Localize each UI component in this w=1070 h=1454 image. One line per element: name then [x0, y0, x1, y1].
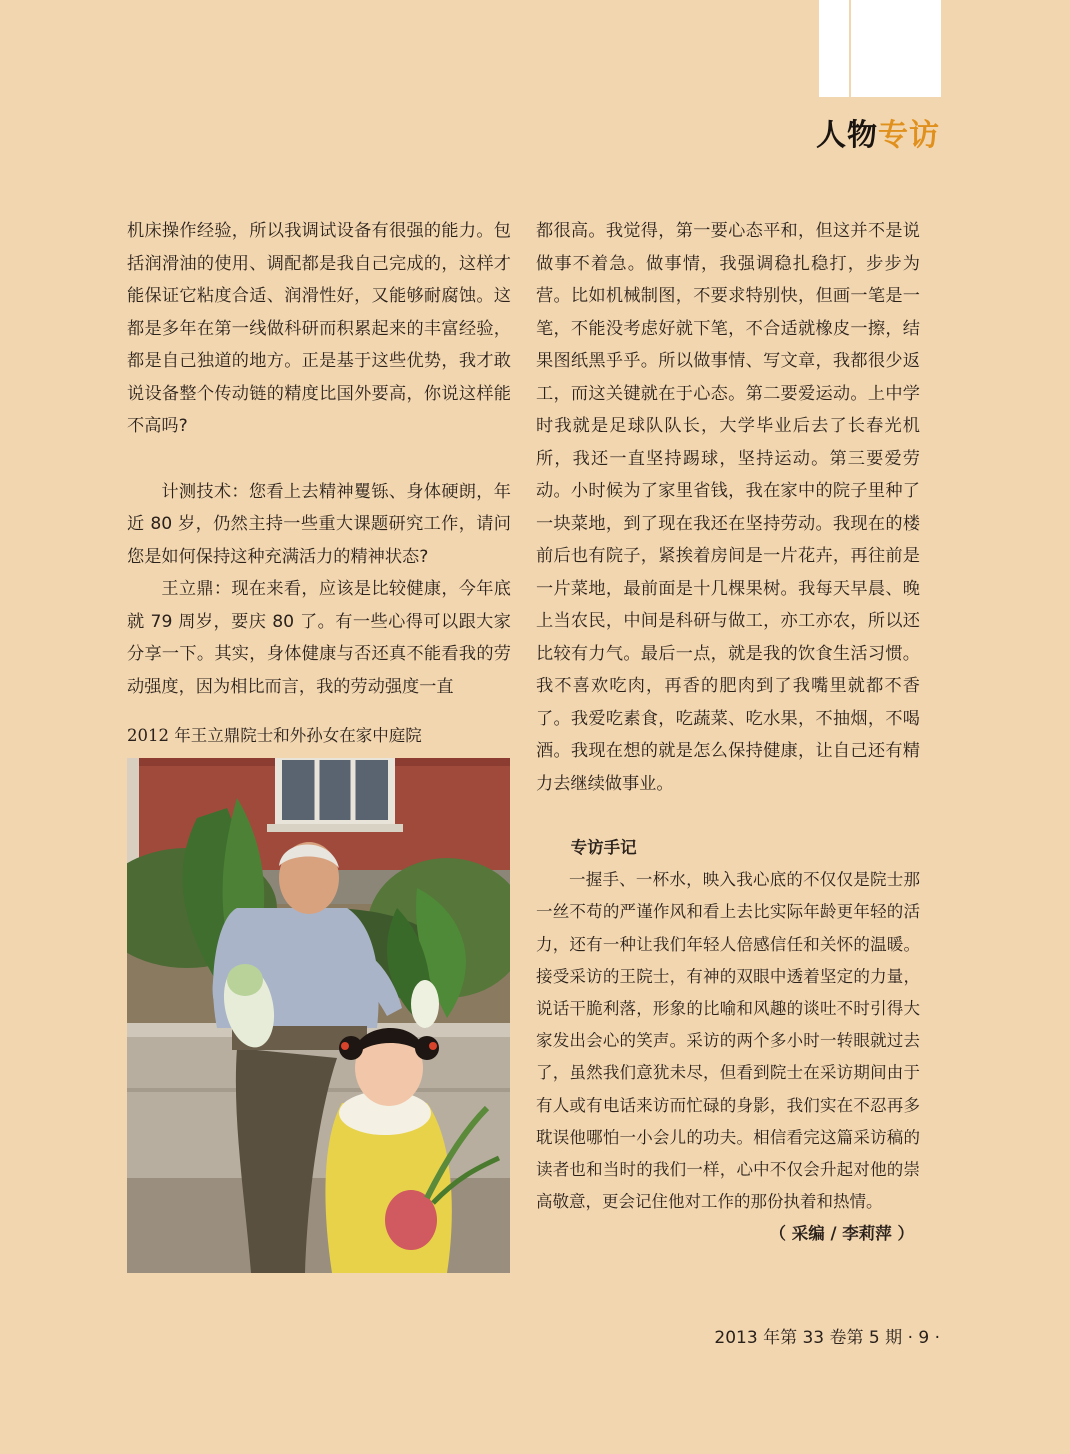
- interview-notes: [536, 832, 920, 1251]
- interview-question: 计测技术：您看上去精神矍铄、身体硬朗，年近 80 岁，仍然主持一些重大课题研究工作，请问您是如何保持这种充满活力的精神状态?: [127, 481, 511, 567]
- section-title-part1: 人物: [816, 118, 878, 153]
- section-title-part2: 专访: [878, 118, 940, 153]
- section-title: [816, 110, 940, 154]
- left-column: [127, 215, 511, 703]
- paragraph-equipment: 机床操作经验，所以我调试设备有很强的能力。包括润滑油的使用、调配都是我自己完成的，这样才能保证它粘度合适、润滑性好，又能够耐腐蚀。这都是多年在第一线做科研而积累起来的丰富经验，都是自己独道的地方。正是基于这些优势，我才敢说设备整个传动链的精度比国外要高，你说这样能不高吗?: [127, 221, 511, 436]
- issue-info: 2013 年第 33 卷第 5 期: [714, 1328, 903, 1348]
- interview-notes-title: 专访手记: [570, 838, 637, 857]
- photo-caption: 2012 年王立鼎院士和外孙女在家中庭院: [127, 726, 422, 745]
- header-tab-divider: [849, 0, 851, 97]
- garden-photo: [127, 758, 510, 1273]
- page-number: · 9 ·: [907, 1328, 940, 1348]
- interview-answer-continued: 都很高。我觉得，第一要心态平和，但这并不是说做事不着急。做事情，我强调稳扎稳打，步步为营。比如机械制图，不要求特别快，但画一笔是一笔，不能没考虑好就下笔，不合适就橡皮一擦，结果图纸黑乎乎。所以做事情、写文章，我都很少返工，而这关键就在于心态。第二要爱运动。上中学时我就是足球队队长，大学毕业后去了长春光机所，我还一直坚持踢球，坚持运动。第三要爱劳动。小时候为了家里省钱，我在家中的院子里种了一块菜地，到了现在我还在坚持劳动。我现在的楼前后也有院子，紧挨着房间是一片花卉，再往前是一片菜地，最前面是十几棵果树。我每天早晨、晚上当农民，中间是科研与做工，亦工亦农，所以还比较有力气。最后一点，就是我的饮食生活习惯。我不喜欢吃肉，再香的肥肉到了我嘴里就都不香了。我爱吃素食，吃蔬菜、吃水果，不抽烟，不喝酒。我现在想的就是怎么保持健康，让自己还有精力去继续做事业。: [536, 221, 920, 794]
- page-footer: [714, 1323, 940, 1348]
- right-column: [536, 215, 920, 800]
- paragraph-gap: [127, 443, 511, 476]
- interview-notes-body: 一握手、一杯水，映入我心底的不仅仅是院士那一丝不苟的严谨作风和看上去比实际年龄更年轻的活力，还有一种让我们年轻人倍感信任和关怀的温暖。接受采访的王院士，有神的双眼中透着坚定的力量，说话干脆利落，形象的比喻和风趣的谈吐不时引得大家发出会心的笑声。采访的两个多小时一转眼就过去了，虽然我们意犹未尽，但看到院士在采访期间由于有人或有电话来访而忙碌的身影，我们实在不忍再多耽误他哪怕一小会儿的功夫。相信看完这篇采访稿的读者也和当时的我们一样，心中不仅会升起对他的崇高敬意，更会记住他对工作的那份执着和热情。: [536, 870, 920, 1212]
- interview-answer: 王立鼎：现在来看，应该是比较健康，今年底就 79 周岁，要庆 80 了。有一些心得可以跟大家分享一下。其实，身体健康与否还真不能看我的劳动强度，因为相比而言，我的劳动强度一直: [127, 579, 511, 697]
- editor-byline: （ 采编 / 李莉萍 ）: [769, 1224, 914, 1244]
- header-tab-block: [819, 0, 941, 97]
